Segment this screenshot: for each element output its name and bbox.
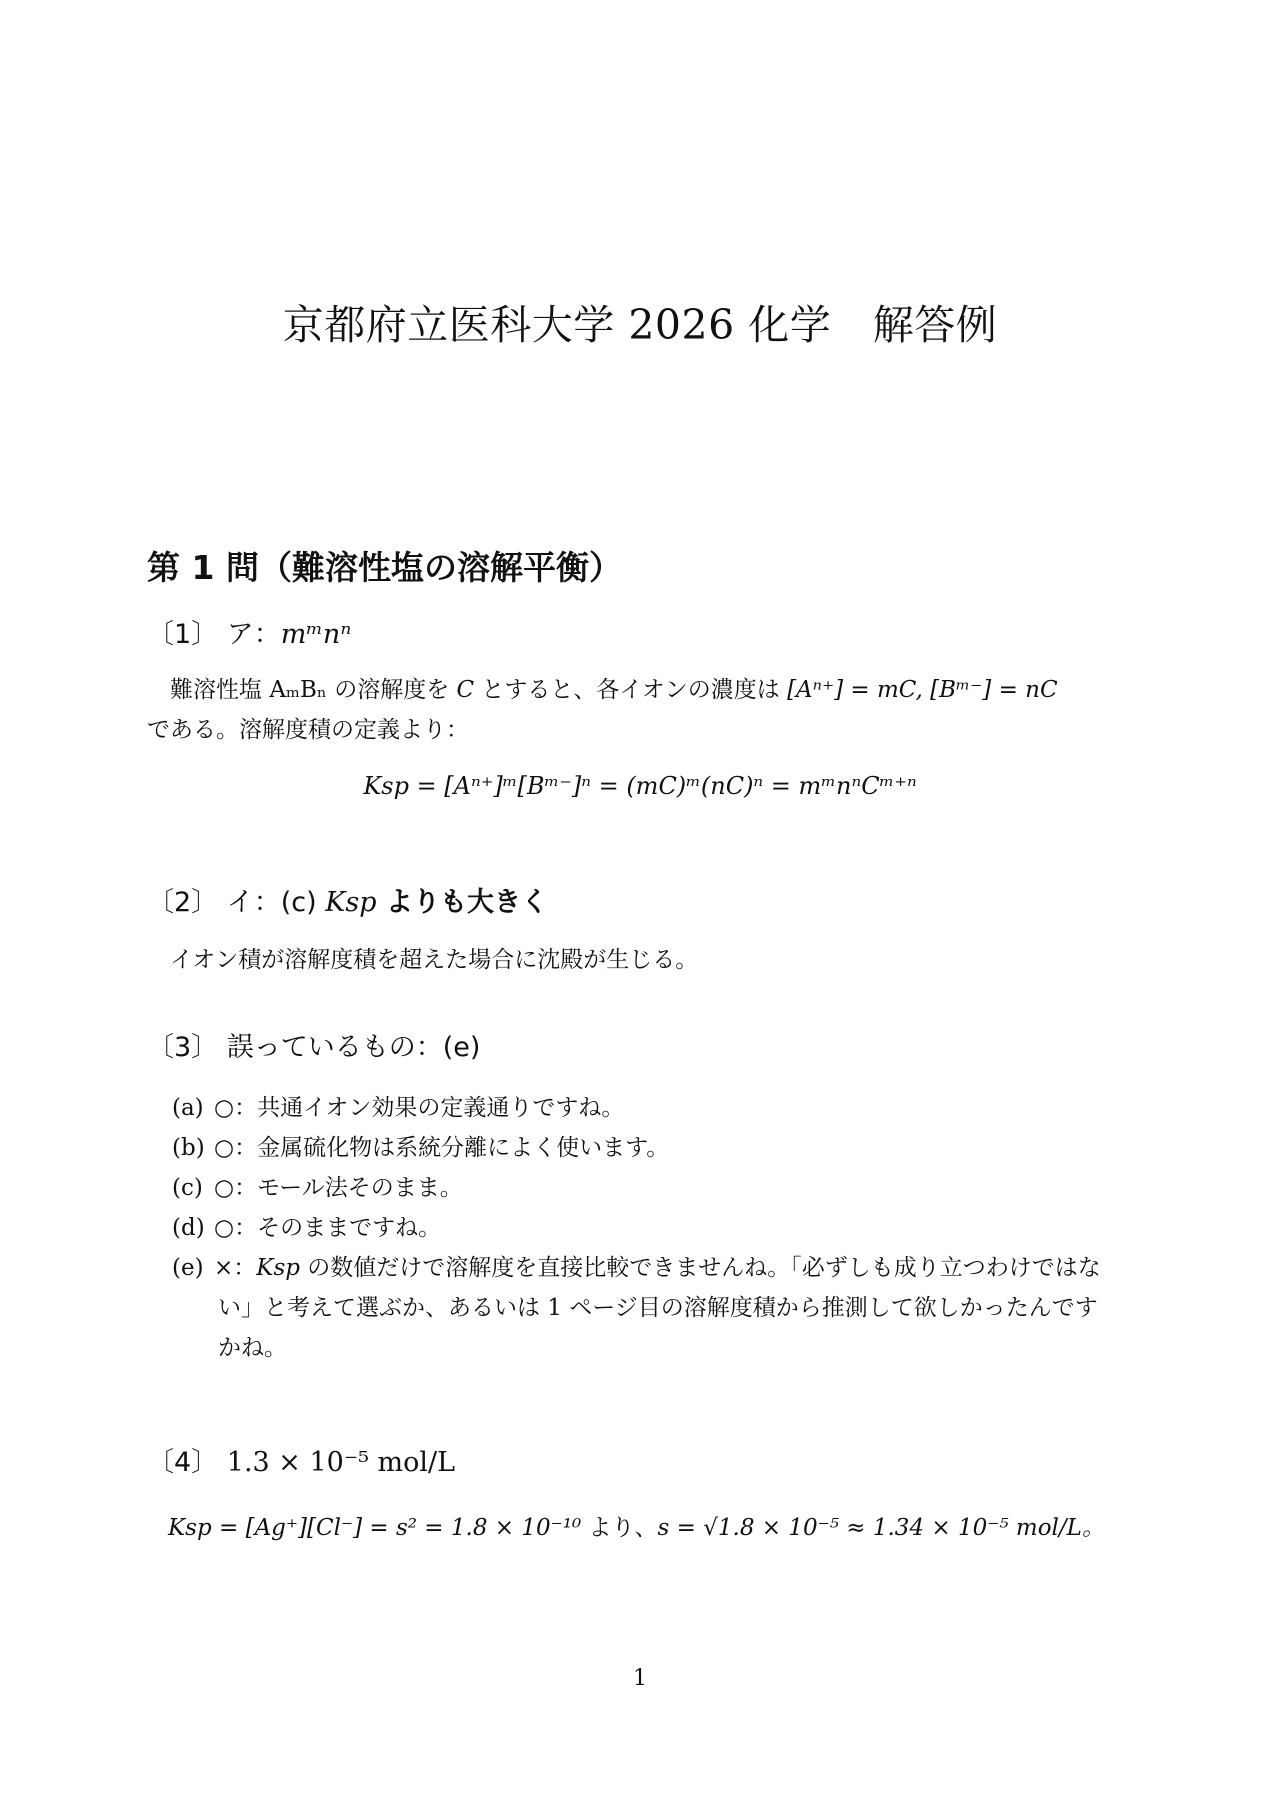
page-number: 1 xyxy=(633,1666,647,1691)
question-3-heading xyxy=(147,1025,480,1064)
question-1-answer: mᵐnⁿ xyxy=(280,619,352,650)
correct-mark-icon: ○ xyxy=(214,1215,235,1241)
list-item: (c) ○：モール法そのまま。 xyxy=(172,1175,463,1201)
question-1-heading xyxy=(147,612,351,651)
question-4-label: 〔4〕 xyxy=(147,1447,219,1478)
list-item: (e) ×：Ksp の数値だけで溶解度を直接比較できませんね。「必ずしも成り立つわけではな xyxy=(172,1255,1101,1281)
list-item-continuation: かね。 xyxy=(218,1335,287,1361)
question-4-explanation: Ksp = [Ag⁺][Cl⁻] = s² = 1.8 × 10⁻¹⁰ より、s = √1.8 × 10⁻⁵ ≈ 1.34 × 10⁻⁵ mol/L。 xyxy=(168,1515,1105,1541)
question-2-heading: 〔2〕 イ：(c) Ksp よりも大きく xyxy=(147,887,548,918)
correct-mark-icon: ○ xyxy=(214,1175,235,1201)
question-1-equation: Ksp = [Aⁿ⁺]ᵐ[Bᵐ⁻]ⁿ = (mC)ᵐ(nC)ⁿ = mᵐnⁿCᵐ⁺ⁿ xyxy=(363,772,917,800)
correct-mark-icon: ○ xyxy=(214,1135,235,1161)
list-item: (b) ○：金属硫化物は系統分離によく使います。 xyxy=(172,1135,670,1161)
section-heading: 第 1 問（難溶性塩の溶解平衡） xyxy=(147,548,622,587)
question-1-text-line2: である。溶解度積の定義より： xyxy=(147,717,469,743)
question-2-label: 〔2〕 イ： xyxy=(147,887,281,918)
question-4-heading xyxy=(147,1440,455,1479)
wrong-mark-icon: × xyxy=(214,1255,234,1281)
document-title: 京都府立医科大学 2026 化学 解答例 xyxy=(282,301,998,349)
question-2-explanation: イオン積が溶解度積を超えた場合に沈殿が生じる。 xyxy=(170,947,699,973)
list-item: (a) ○：共通イオン効果の定義通りですね。 xyxy=(172,1095,625,1121)
correct-mark-icon: ○ xyxy=(214,1095,235,1121)
list-item: (d) ○：そのままですね。 xyxy=(172,1215,442,1241)
question-1-explanation xyxy=(147,670,1137,750)
question-4-answer: 1.3 × 10⁻⁵ mol/L xyxy=(226,1447,456,1478)
question-1-label: 〔1〕 ア： xyxy=(147,619,281,650)
question-1-text-line1: 難溶性塩 AₘBₙ の溶解度を C とすると、各イオンの濃度は [Aⁿ⁺] = mC, [Bᵐ⁻] = nC xyxy=(170,677,1058,703)
question-3-answer: (e) xyxy=(442,1032,481,1063)
question-3-label: 〔3〕 誤っているもの： xyxy=(147,1032,443,1063)
list-item-continuation: い」と考えて選ぶか、あるいは 1 ページ目の溶解度積から推測して欲しかったんです xyxy=(218,1295,1098,1321)
